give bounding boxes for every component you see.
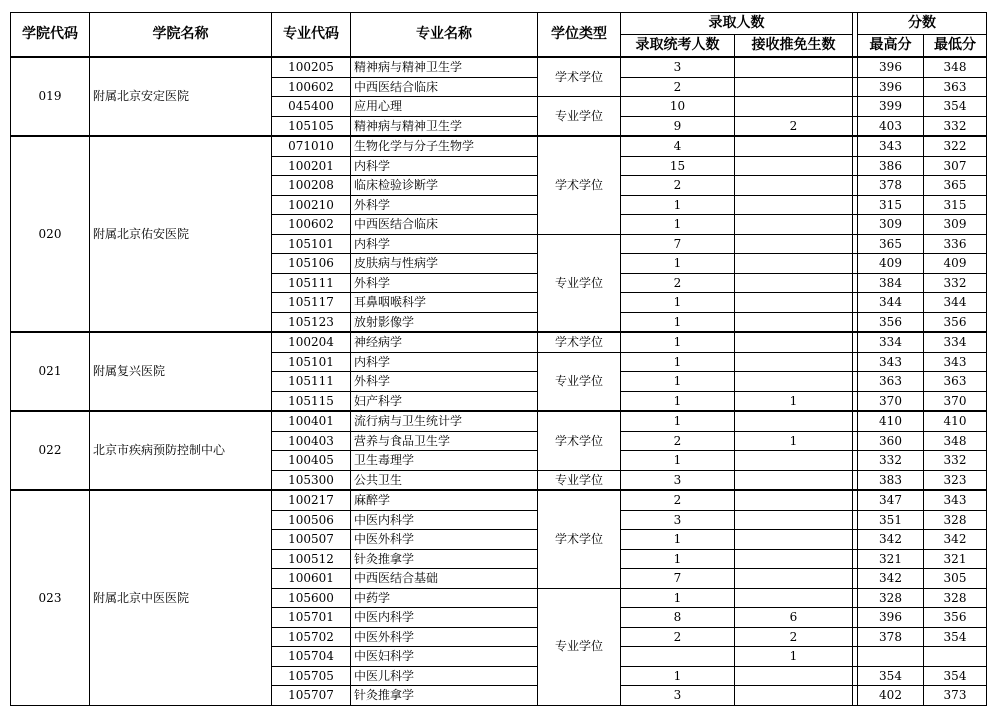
admitted-exam-cell: 1: [621, 451, 735, 471]
major-code-cell: 105101: [272, 234, 351, 254]
admitted-exam-cell: 1: [621, 530, 735, 550]
score-max-cell: 343: [858, 352, 924, 372]
degree-type-cell: 学术学位: [538, 57, 621, 97]
admitted-recommended-cell: [735, 451, 853, 471]
admitted-recommended-cell: [735, 332, 853, 352]
major-name-cell: 外科学: [351, 273, 538, 293]
score-min-cell: 322: [924, 136, 987, 156]
admitted-recommended-cell: [735, 176, 853, 196]
admitted-recommended-cell: 1: [735, 431, 853, 451]
admitted-exam-cell: 2: [621, 627, 735, 647]
major-name-cell: 神经病学: [351, 332, 538, 352]
admitted-exam-cell: 1: [621, 195, 735, 215]
degree-type-cell: 学术学位: [538, 136, 621, 234]
admitted-exam-cell: 3: [621, 510, 735, 530]
college-name-cell: 附属北京佑安医院: [90, 136, 272, 332]
score-min-cell: 332: [924, 116, 987, 136]
score-min-cell: 323: [924, 470, 987, 490]
score-min-cell: 348: [924, 57, 987, 77]
score-max-cell: 315: [858, 195, 924, 215]
admitted-exam-cell: 10: [621, 97, 735, 117]
score-min-cell: [924, 647, 987, 667]
degree-type-cell: 学术学位: [538, 411, 621, 470]
admitted-exam-cell: 8: [621, 608, 735, 628]
score-max-cell: 370: [858, 391, 924, 411]
major-code-cell: 105106: [272, 254, 351, 274]
major-code-cell: 105111: [272, 372, 351, 392]
admitted-recommended-cell: [735, 156, 853, 176]
header-admitted-exam: 录取统考人数: [621, 35, 735, 58]
admitted-recommended-cell: [735, 569, 853, 589]
admitted-exam-cell: 7: [621, 569, 735, 589]
score-max-cell: 378: [858, 627, 924, 647]
score-max-cell: 347: [858, 490, 924, 510]
admitted-recommended-cell: [735, 234, 853, 254]
score-min-cell: 309: [924, 215, 987, 235]
score-min-cell: 354: [924, 666, 987, 686]
admitted-exam-cell: 15: [621, 156, 735, 176]
major-name-cell: 中西医结合临床: [351, 215, 538, 235]
admitted-recommended-cell: [735, 510, 853, 530]
college-name-cell: 附属复兴医院: [90, 332, 272, 411]
score-min-cell: 354: [924, 97, 987, 117]
major-name-cell: 耳鼻咽喉科学: [351, 293, 538, 313]
major-name-cell: 流行病与卫生统计学: [351, 411, 538, 431]
major-code-cell: 105115: [272, 391, 351, 411]
admitted-recommended-cell: [735, 195, 853, 215]
header-admitted-recommended: 接收推免生数: [735, 35, 853, 58]
major-code-cell: 100204: [272, 332, 351, 352]
admitted-recommended-cell: [735, 549, 853, 569]
degree-type-cell: 学术学位: [538, 490, 621, 588]
admitted-exam-cell: 9: [621, 116, 735, 136]
admitted-recommended-cell: 1: [735, 647, 853, 667]
major-code-cell: 100507: [272, 530, 351, 550]
score-min-cell: 343: [924, 352, 987, 372]
major-name-cell: 营养与食品卫生学: [351, 431, 538, 451]
header-score-max: 最高分: [858, 35, 924, 58]
score-max-cell: 328: [858, 588, 924, 608]
admitted-recommended-cell: [735, 352, 853, 372]
score-max-cell: 396: [858, 57, 924, 77]
college-code-cell: 023: [11, 490, 90, 705]
score-min-cell: 365: [924, 176, 987, 196]
admitted-recommended-cell: [735, 530, 853, 550]
degree-type-cell: 专业学位: [538, 352, 621, 411]
admitted-exam-cell: 1: [621, 215, 735, 235]
score-min-cell: 328: [924, 588, 987, 608]
score-min-cell: 410: [924, 411, 987, 431]
score-max-cell: 356: [858, 312, 924, 332]
major-code-cell: 100601: [272, 569, 351, 589]
major-name-cell: 皮肤病与性病学: [351, 254, 538, 274]
admitted-recommended-cell: 1: [735, 391, 853, 411]
major-code-cell: 105111: [272, 273, 351, 293]
score-min-cell: 321: [924, 549, 987, 569]
major-code-cell: 100405: [272, 451, 351, 471]
major-code-cell: 100506: [272, 510, 351, 530]
score-min-cell: 356: [924, 608, 987, 628]
admitted-exam-cell: 1: [621, 254, 735, 274]
major-name-cell: 生物化学与分子生物学: [351, 136, 538, 156]
score-max-cell: 396: [858, 608, 924, 628]
admitted-recommended-cell: [735, 215, 853, 235]
score-max-cell: 344: [858, 293, 924, 313]
major-name-cell: 精神病与精神卫生学: [351, 57, 538, 77]
admitted-recommended-cell: 2: [735, 627, 853, 647]
admitted-recommended-cell: 2: [735, 116, 853, 136]
admission-table-container: [10, 12, 987, 706]
score-min-cell: 305: [924, 569, 987, 589]
score-max-cell: 383: [858, 470, 924, 490]
major-code-cell: 100602: [272, 215, 351, 235]
score-max-cell: 365: [858, 234, 924, 254]
major-code-cell: 105702: [272, 627, 351, 647]
score-min-cell: 373: [924, 686, 987, 706]
score-min-cell: 363: [924, 77, 987, 97]
score-max-cell: 342: [858, 569, 924, 589]
major-name-cell: 妇产科学: [351, 391, 538, 411]
score-max-cell: 396: [858, 77, 924, 97]
major-name-cell: 中医外科学: [351, 627, 538, 647]
major-name-cell: 中医妇科学: [351, 647, 538, 667]
major-name-cell: 临床检验诊断学: [351, 176, 538, 196]
major-name-cell: 针灸推拿学: [351, 686, 538, 706]
score-max-cell: 354: [858, 666, 924, 686]
table-row: [11, 332, 987, 352]
admitted-recommended-cell: [735, 97, 853, 117]
admitted-recommended-cell: [735, 312, 853, 332]
degree-type-cell: 专业学位: [538, 97, 621, 137]
score-min-cell: 307: [924, 156, 987, 176]
score-min-cell: 315: [924, 195, 987, 215]
admitted-recommended-cell: [735, 293, 853, 313]
major-code-cell: 105300: [272, 470, 351, 490]
admitted-exam-cell: 2: [621, 273, 735, 293]
admitted-recommended-cell: [735, 57, 853, 77]
major-code-cell: 105701: [272, 608, 351, 628]
admitted-exam-cell: 3: [621, 686, 735, 706]
header-major-name: 专业名称: [351, 13, 538, 58]
score-max-cell: 403: [858, 116, 924, 136]
admitted-exam-cell: 1: [621, 372, 735, 392]
admitted-recommended-cell: [735, 136, 853, 156]
score-min-cell: 343: [924, 490, 987, 510]
score-min-cell: 370: [924, 391, 987, 411]
major-name-cell: 中医内科学: [351, 510, 538, 530]
admitted-recommended-cell: 6: [735, 608, 853, 628]
major-code-cell: 100512: [272, 549, 351, 569]
score-max-cell: 343: [858, 136, 924, 156]
college-name-cell: 北京市疾病预防控制中心: [90, 411, 272, 490]
score-min-cell: 363: [924, 372, 987, 392]
admitted-recommended-cell: [735, 686, 853, 706]
admitted-exam-cell: 2: [621, 490, 735, 510]
score-max-cell: 342: [858, 530, 924, 550]
degree-type-cell: 专业学位: [538, 234, 621, 332]
admitted-recommended-cell: [735, 273, 853, 293]
header-college-name: 学院名称: [90, 13, 272, 58]
score-min-cell: 354: [924, 627, 987, 647]
score-max-cell: 410: [858, 411, 924, 431]
admitted-exam-cell: 1: [621, 588, 735, 608]
major-code-cell: 100403: [272, 431, 351, 451]
major-code-cell: 100217: [272, 490, 351, 510]
score-max-cell: 386: [858, 156, 924, 176]
major-code-cell: 100201: [272, 156, 351, 176]
major-name-cell: 中药学: [351, 588, 538, 608]
admitted-recommended-cell: [735, 490, 853, 510]
table-row: [11, 411, 987, 431]
admitted-exam-cell: 1: [621, 391, 735, 411]
score-min-cell: 356: [924, 312, 987, 332]
score-min-cell: 342: [924, 530, 987, 550]
major-name-cell: 中医外科学: [351, 530, 538, 550]
college-code-cell: 019: [11, 57, 90, 136]
major-code-cell: 105600: [272, 588, 351, 608]
table-body: [11, 57, 987, 705]
major-code-cell: 105707: [272, 686, 351, 706]
major-code-cell: 105704: [272, 647, 351, 667]
admitted-exam-cell: 3: [621, 57, 735, 77]
major-code-cell: 100205: [272, 57, 351, 77]
score-min-cell: 332: [924, 451, 987, 471]
header-scores: 分数: [858, 13, 987, 35]
major-name-cell: 麻醉学: [351, 490, 538, 510]
score-max-cell: 378: [858, 176, 924, 196]
admitted-recommended-cell: [735, 77, 853, 97]
major-code-cell: 105105: [272, 116, 351, 136]
admitted-exam-cell: 4: [621, 136, 735, 156]
admission-table: [10, 12, 987, 706]
college-name-cell: 附属北京中医医院: [90, 490, 272, 705]
admitted-recommended-cell: [735, 254, 853, 274]
admitted-exam-cell: 1: [621, 293, 735, 313]
score-min-cell: 348: [924, 431, 987, 451]
header-major-code: 专业代码: [272, 13, 351, 58]
table-row: [11, 136, 987, 156]
score-min-cell: 409: [924, 254, 987, 274]
admitted-exam-cell: 1: [621, 549, 735, 569]
score-max-cell: 384: [858, 273, 924, 293]
major-name-cell: 精神病与精神卫生学: [351, 116, 538, 136]
score-max-cell: 332: [858, 451, 924, 471]
score-max-cell: [858, 647, 924, 667]
major-code-cell: 105705: [272, 666, 351, 686]
header-college-code: 学院代码: [11, 13, 90, 58]
score-min-cell: 344: [924, 293, 987, 313]
table-row: [11, 57, 987, 77]
major-name-cell: 中西医结合基础: [351, 569, 538, 589]
major-code-cell: 045400: [272, 97, 351, 117]
major-name-cell: 内科学: [351, 352, 538, 372]
college-code-cell: 021: [11, 332, 90, 411]
admitted-recommended-cell: [735, 666, 853, 686]
admitted-exam-cell: 2: [621, 176, 735, 196]
major-name-cell: 应用心理: [351, 97, 538, 117]
score-max-cell: 309: [858, 215, 924, 235]
score-min-cell: 332: [924, 273, 987, 293]
major-code-cell: 100208: [272, 176, 351, 196]
major-code-cell: 100602: [272, 77, 351, 97]
score-max-cell: 399: [858, 97, 924, 117]
major-code-cell: 105101: [272, 352, 351, 372]
score-max-cell: 409: [858, 254, 924, 274]
admitted-recommended-cell: [735, 470, 853, 490]
major-name-cell: 公共卫生: [351, 470, 538, 490]
header-admitted: 录取人数: [621, 13, 853, 35]
admitted-exam-cell: 1: [621, 332, 735, 352]
admitted-recommended-cell: [735, 372, 853, 392]
college-code-cell: 020: [11, 136, 90, 332]
major-name-cell: 外科学: [351, 372, 538, 392]
admitted-exam-cell: 2: [621, 77, 735, 97]
score-min-cell: 336: [924, 234, 987, 254]
header-score-min: 最低分: [924, 35, 987, 58]
degree-type-cell: 专业学位: [538, 588, 621, 705]
score-max-cell: 321: [858, 549, 924, 569]
major-name-cell: 针灸推拿学: [351, 549, 538, 569]
major-code-cell: 105117: [272, 293, 351, 313]
major-name-cell: 放射影像学: [351, 312, 538, 332]
major-name-cell: 中西医结合临床: [351, 77, 538, 97]
admitted-exam-cell: 7: [621, 234, 735, 254]
college-name-cell: 附属北京安定医院: [90, 57, 272, 136]
score-min-cell: 328: [924, 510, 987, 530]
major-name-cell: 卫生毒理学: [351, 451, 538, 471]
score-max-cell: 363: [858, 372, 924, 392]
major-name-cell: 中医内科学: [351, 608, 538, 628]
admitted-exam-cell: 1: [621, 411, 735, 431]
college-code-cell: 022: [11, 411, 90, 490]
major-code-cell: 100210: [272, 195, 351, 215]
major-code-cell: 100401: [272, 411, 351, 431]
degree-type-cell: 专业学位: [538, 470, 621, 490]
major-name-cell: 内科学: [351, 156, 538, 176]
header-degree-type: 学位类型: [538, 13, 621, 58]
admitted-exam-cell: 2: [621, 431, 735, 451]
admitted-exam-cell: 1: [621, 666, 735, 686]
degree-type-cell: 学术学位: [538, 332, 621, 352]
admitted-exam-cell: 1: [621, 312, 735, 332]
admitted-recommended-cell: [735, 411, 853, 431]
table-row: [11, 490, 987, 510]
admitted-recommended-cell: [735, 588, 853, 608]
admitted-exam-cell: [621, 647, 735, 667]
major-name-cell: 中医儿科学: [351, 666, 538, 686]
score-max-cell: 360: [858, 431, 924, 451]
admitted-exam-cell: 1: [621, 352, 735, 372]
score-max-cell: 402: [858, 686, 924, 706]
score-max-cell: 351: [858, 510, 924, 530]
major-name-cell: 内科学: [351, 234, 538, 254]
admitted-exam-cell: 3: [621, 470, 735, 490]
major-code-cell: 105123: [272, 312, 351, 332]
score-max-cell: 334: [858, 332, 924, 352]
major-code-cell: 071010: [272, 136, 351, 156]
score-min-cell: 334: [924, 332, 987, 352]
major-name-cell: 外科学: [351, 195, 538, 215]
